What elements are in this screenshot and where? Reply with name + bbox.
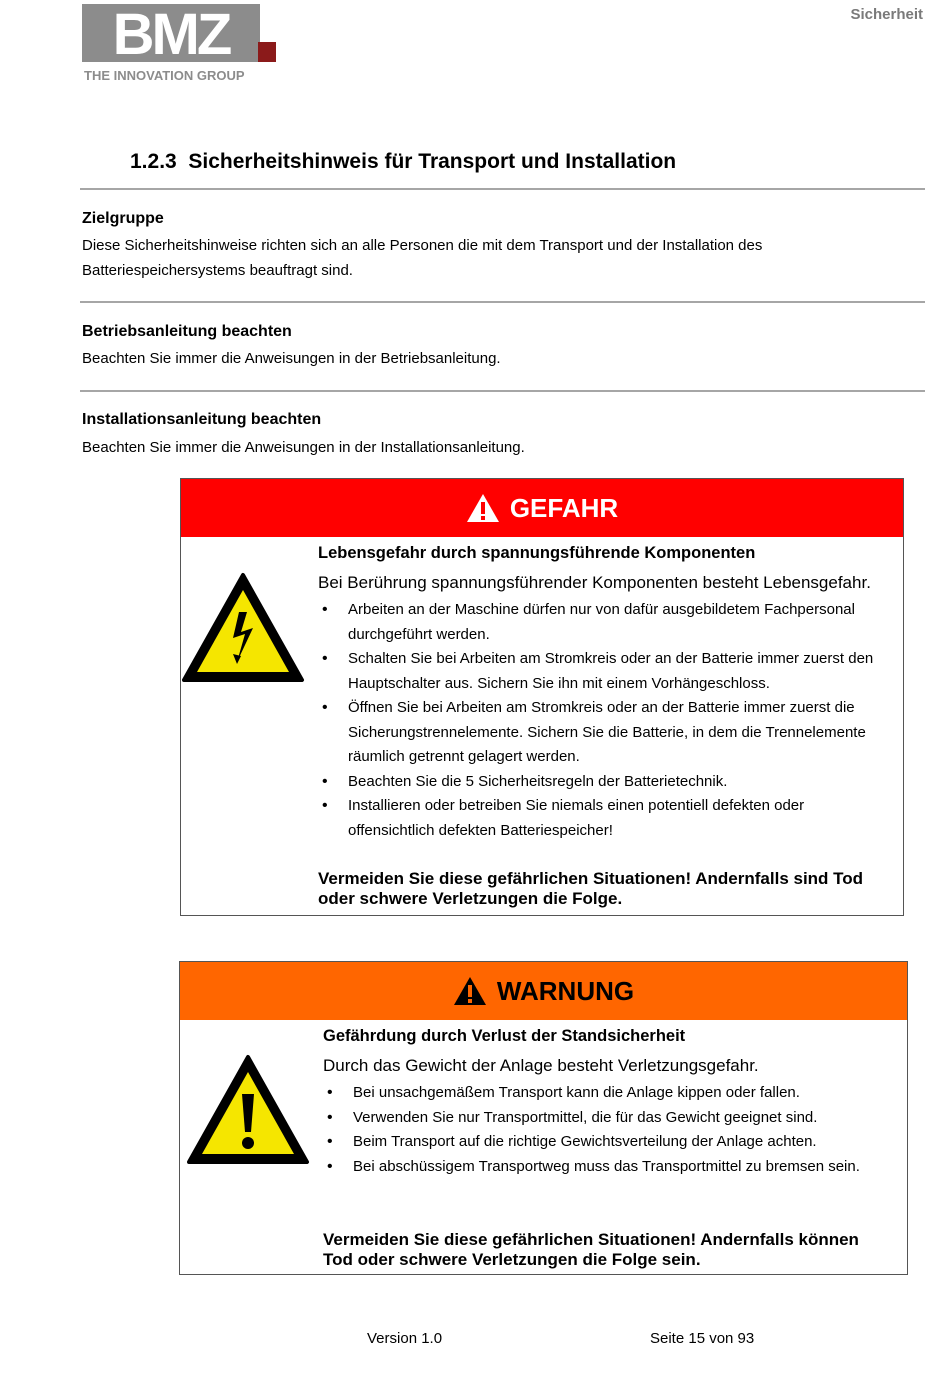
list-item: • Installieren oder betreiben Sie niemals einen potentiell defekten oder offensichtlich defekten Batteriespeicher! <box>318 794 878 843</box>
heading-betriebsanleitung: Betriebsanleitung beachten <box>82 323 292 340</box>
warning-triangle-icon <box>453 976 487 1006</box>
list-item: • Verwenden Sie nur Transportmittel, die für das Gewicht geeignet sind. <box>323 1106 883 1131</box>
divider <box>80 301 925 303</box>
warning-lead: Durch das Gewicht der Anlage besteht Verletzungsgefahr. <box>323 1056 759 1075</box>
section-title <box>130 150 676 174</box>
logo-tagline: THE INNOVATION GROUP <box>84 68 245 83</box>
heading-installationsanleitung: Installationsanleitung beachten <box>82 411 322 428</box>
warning-conclusion: Vermeiden Sie diese gefährlichen Situationen! Andernfalls können Tod oder schwere Verletzungen die Folge sein. <box>323 1230 859 1269</box>
list-item: • Beachten Sie die 5 Sicherheitsregeln der Batterietechnik. <box>318 770 878 795</box>
list-item: • Arbeiten an der Maschine dürfen nur von dafür ausgebildetem Fachpersonal durchgeführt werden. <box>318 598 878 647</box>
section-title-text: Sicherheitshinweis für Transport und Installation <box>188 150 677 173</box>
warning-list <box>323 1081 883 1179</box>
logo-red-square <box>258 42 276 62</box>
list-item: • Bei unsachgemäßem Transport kann die Anlage kippen oder fallen. <box>323 1081 883 1106</box>
footer-version: Version 1.0 <box>367 1330 443 1347</box>
logo-wordmark: BMZ <box>112 4 230 67</box>
text-installationsanleitung: Beachten Sie immer die Anweisungen in der Installationsanleitung. <box>82 439 525 456</box>
danger-conclusion: Vermeiden Sie diese gefährlichen Situationen! Andernfalls sind Tod oder schwere Verletzungen die Folge. <box>318 869 864 908</box>
warning-signal-word: WARNUNG <box>496 975 635 1006</box>
divider <box>80 390 925 392</box>
warning-triangle-icon <box>466 493 500 523</box>
warning-title: Gefährdung durch Verlust der Standsicherheit <box>323 1027 686 1045</box>
danger-box <box>180 478 904 916</box>
list-item: • Öffnen Sie bei Arbeiten am Stromkreis oder an der Batterie immer zuerst die Sicherungstrennelemente. Sichern Sie die Batterie, in dem die Trennelemente räumlich getrennt gelagert werden. <box>318 696 878 770</box>
text-zielgruppe: Diese Sicherheitshinweise richten sich an alle Personen die mit dem Transport und der Installation des Batteriespeichersystems beauftragt sind. <box>82 237 763 279</box>
danger-banner <box>181 479 903 537</box>
heading-zielgruppe: Zielgruppe <box>82 210 164 227</box>
bmz-logo-graphic <box>82 4 278 88</box>
warning-banner <box>180 962 907 1020</box>
list-item: • Schalten Sie bei Arbeiten am Stromkreis oder an der Batterie immer zuerst den Hauptschalter aus. Sichern Sie ihn mit einem Vorhängeschloss. <box>318 647 878 696</box>
danger-signal-word: GEFAHR <box>509 492 619 523</box>
bmz-logo <box>82 4 278 88</box>
danger-title: Lebensgefahr durch spannungsführende Komponenten <box>318 544 756 562</box>
danger-list <box>318 598 878 843</box>
general-warning-icon <box>186 1054 310 1166</box>
danger-lead: Bei Berührung spannungsführender Komponenten besteht Lebensgefahr. <box>318 573 871 592</box>
list-item: • Beim Transport auf die richtige Gewichtsverteilung der Anlage achten. <box>323 1130 883 1155</box>
warning-box <box>179 961 908 1275</box>
electric-hazard-icon <box>181 572 305 684</box>
section-number: 1.2.3 <box>130 150 177 173</box>
text-betriebsanleitung: Beachten Sie immer die Anweisungen in der Betriebsanleitung. <box>82 350 501 367</box>
list-item: • Bei abschüssigem Transportweg muss das Transportmittel zu bremsen sein. <box>323 1155 883 1180</box>
footer-page-number: Seite 15 von 93 <box>650 1330 755 1347</box>
divider <box>80 188 925 190</box>
header-section-label: Sicherheit <box>850 6 923 23</box>
